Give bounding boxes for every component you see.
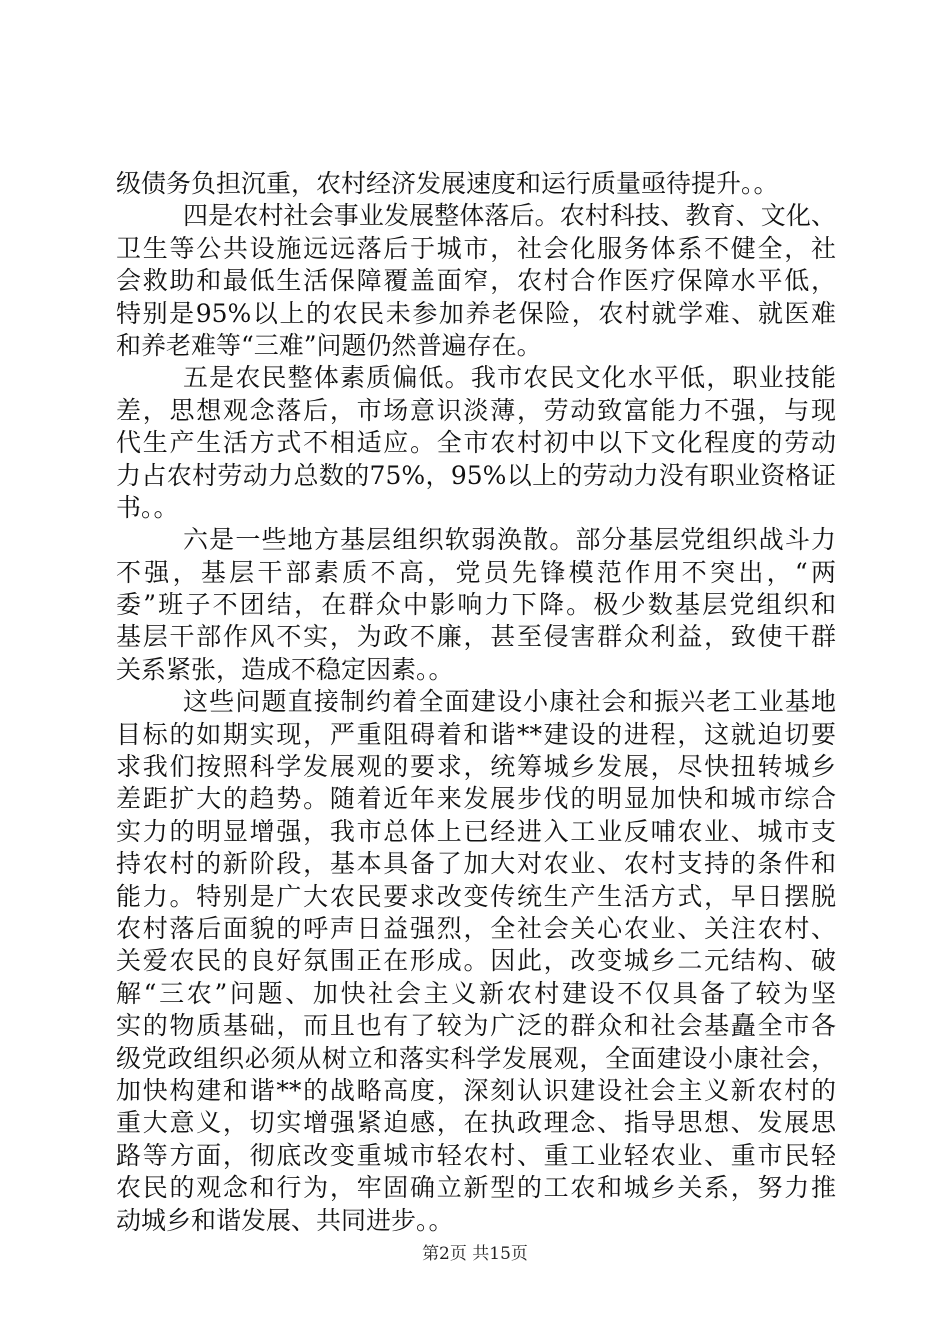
text-line: 能力。特别是广大农民要求改变传统生产生活方式，早日摆脱 <box>116 881 836 911</box>
text-line: 解“三农”问题、加快社会主义新农村建设不仅具备了较为坚 <box>116 978 836 1008</box>
text-line: 代生产生活方式不相适应。全市农村初中以下文化程度的劳动 <box>116 428 836 458</box>
text-line: 这些问题直接制约着全面建设小康社会和振兴老工业基地 <box>183 687 836 717</box>
text-line: 实力的明显增强，我市总体上已经进入工业反哺农业、城市支 <box>116 816 836 846</box>
text-line: 加快构建和谐**的战略高度，深刻认识建设社会主义新农村的 <box>116 1075 836 1105</box>
text-line: 关爱农民的良好氛围正在形成。因此，改变城乡二元结构、破 <box>116 946 836 976</box>
text-line: 重大意义，切实增强紧迫感，在执政理念、指导思想、发展思 <box>116 1108 836 1138</box>
text-line: 农村落后面貌的呼声日益强烈，全社会关心农业、关注农村、 <box>116 913 836 943</box>
text-line: 差距扩大的趋势。随着近年来发展步伐的明显加快和城市综合 <box>116 784 836 814</box>
text-line: 级党政组织必须从树立和落实科学发展观，全面建设小康社会， <box>116 1043 836 1073</box>
text-line: 会救助和最低生活保障覆盖面窄，农村合作医疗保障水平低， <box>116 266 836 296</box>
text-line: 卫生等公共设施远远落后于城市，社会化服务体系不健全，社 <box>116 233 836 263</box>
page-footer <box>0 1244 950 1264</box>
text-line: 六是一些地方基层组织软弱涣散。部分基层党组织战斗力 <box>183 525 836 555</box>
text-line: 四是农村社会事业发展整体落后。农村科技、教育、文化、 <box>183 201 836 231</box>
page-number-text: 第2页 共15页 <box>422 1244 528 1264</box>
text-line: 求我们按照科学发展观的要求，统筹城乡发展，尽快扭转城乡 <box>116 752 836 782</box>
text-line: 差，思想观念落后，市场意识淡薄，劳动致富能力不强，与现 <box>116 395 836 425</box>
text-line: 力占农村劳动力总数的75%，95%以上的劳动力没有职业资格证 <box>116 460 836 490</box>
text-line: 路等方面，彻底改变重城市轻农村、重工业轻农业、重市民轻 <box>116 1140 836 1170</box>
text-line: 不强，基层干部素质不高，党员先锋模范作用不突出，“两 <box>116 557 836 587</box>
text-line: 实的物质基础，而且也有了较为广泛的群众和社会基矗全市各 <box>116 1011 836 1041</box>
text-line: 农民的观念和行为，牢固确立新型的工农和城乡关系，努力推 <box>116 1173 836 1203</box>
document-body <box>116 168 836 1237</box>
text-line: 书。。 <box>116 492 179 522</box>
text-line: 持农村的新阶段，基本具备了加大对农业、农村支持的条件和 <box>116 849 836 879</box>
text-line: 动城乡和谐发展、共同进步。。 <box>116 1205 454 1235</box>
text-line: 五是农民整体素质偏低。我市农民文化水平低，职业技能 <box>183 363 836 393</box>
text-line: 级债务负担沉重，农村经济发展速度和运行质量亟待提升。。 <box>116 169 779 198</box>
text-line: 和养老难等“三难”问题仍然普遍存在。 <box>116 330 542 360</box>
text-line: 特别是95%以上的农民未参加养老保险，农村就学难、就医难 <box>116 298 836 328</box>
text-line: 基层干部作风不实，为政不廉，甚至侵害群众利益，致使干群 <box>116 622 836 652</box>
text-line: 目标的如期实现，严重阻碍着和谐**建设的进程，这就迫切要 <box>116 719 836 749</box>
text-line: 委”班子不团结，在群众中影响力下降。极少数基层党组织和 <box>116 590 836 620</box>
text-line: 关系紧张，造成不稳定因素。。 <box>116 654 454 684</box>
